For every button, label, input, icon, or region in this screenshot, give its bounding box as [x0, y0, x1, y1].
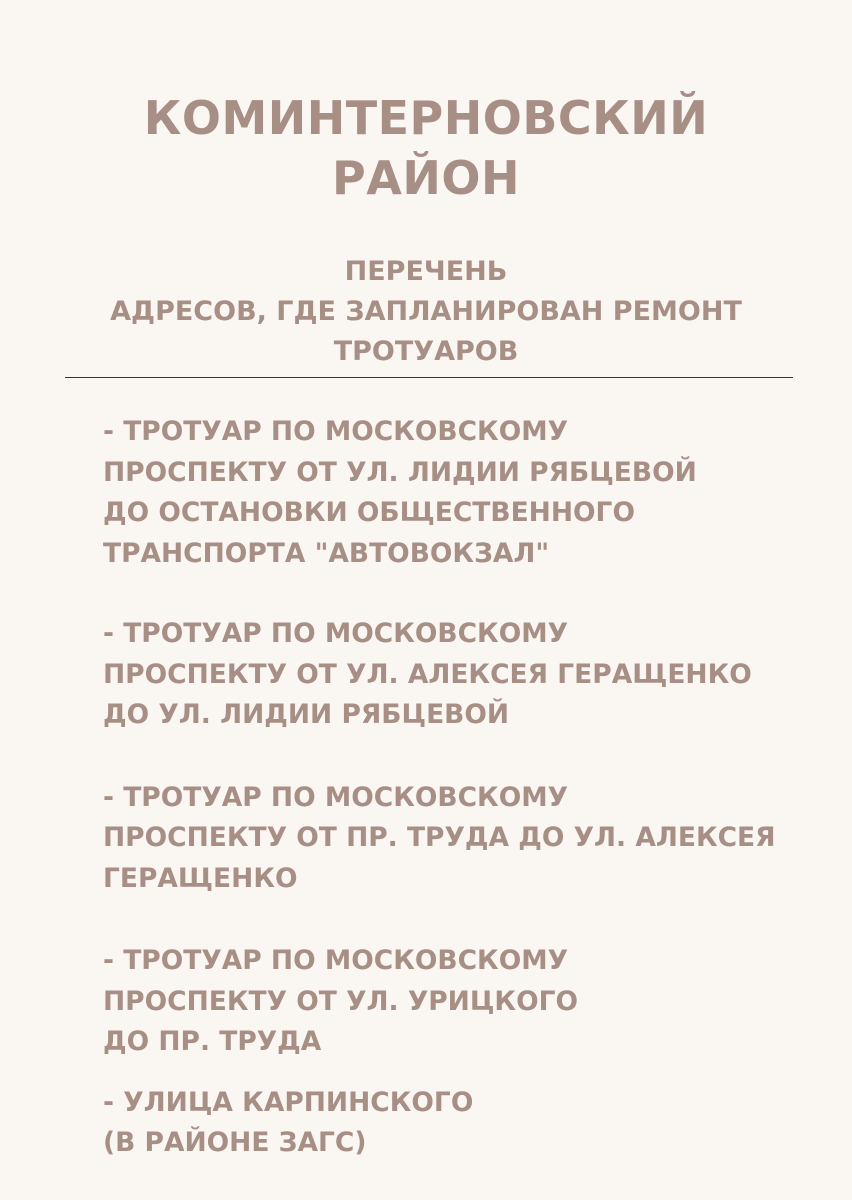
address-line: ГЕРАЩЕНКО	[103, 862, 298, 894]
address-line: ПРОСПЕКТУ ОТ УЛ. УРИЦКОГО	[103, 985, 579, 1017]
address-line: (В РАЙОНЕ ЗАГС)	[103, 1127, 367, 1158]
address-line: - ТРОТУАР ПО МОСКОВСКОМУ	[103, 781, 569, 813]
address-line: ПРОСПЕКТУ ОТ УЛ. АЛЕКСЕЯ ГЕРАЩЕНКО	[103, 658, 752, 690]
address-item	[103, 778, 823, 900]
district-title-line: РАЙОН	[332, 151, 520, 205]
list-subtitle-line: АДРЕСОВ, ГДЕ ЗАПЛАНИРОВАН РЕМОНТ	[110, 296, 742, 327]
address-line: ДО ПР. ТРУДА	[103, 1026, 322, 1057]
address-line: - ТРОТУАР ПО МОСКОВСКОМУ	[103, 416, 569, 447]
list-subtitle	[0, 252, 852, 372]
district-title-line: КОМИНТЕРНОВСКИЙ	[143, 91, 709, 145]
address-line: ПРОСПЕКТУ ОТ ПР. ТРУДА ДО УЛ. АЛЕКСЕЯ	[103, 822, 776, 853]
address-line: ПРОСПЕКТУ ОТ УЛ. ЛИДИИ РЯБЦЕВОЙ	[103, 456, 697, 488]
address-line: ДО УЛ. ЛИДИИ РЯБЦЕВОЙ	[103, 699, 510, 730]
district-title	[0, 88, 852, 208]
divider-line	[65, 377, 793, 378]
list-subtitle-line: ПЕРЕЧЕНЬ	[344, 256, 508, 287]
address-line: ДО ОСТАНОВКИ ОБЩЕСТВЕННОГО	[103, 497, 635, 528]
address-line: - ТРОТУАР ПО МОСКОВСКОМУ	[103, 945, 569, 976]
address-line: ТРАНСПОРТА "АВТОВОКЗАЛ"	[103, 537, 550, 569]
address-item	[103, 941, 823, 1063]
sidewalk-address-list	[103, 412, 823, 1164]
address-line: - ТРОТУАР ПО МОСКОВСКОМУ	[103, 618, 569, 649]
address-item	[103, 614, 823, 736]
address-line: - УЛИЦА КАРПИНСКОГО	[103, 1086, 474, 1118]
list-subtitle-line: ТРОТУАРОВ	[333, 336, 519, 367]
address-item	[103, 412, 823, 574]
address-item	[103, 1083, 823, 1164]
